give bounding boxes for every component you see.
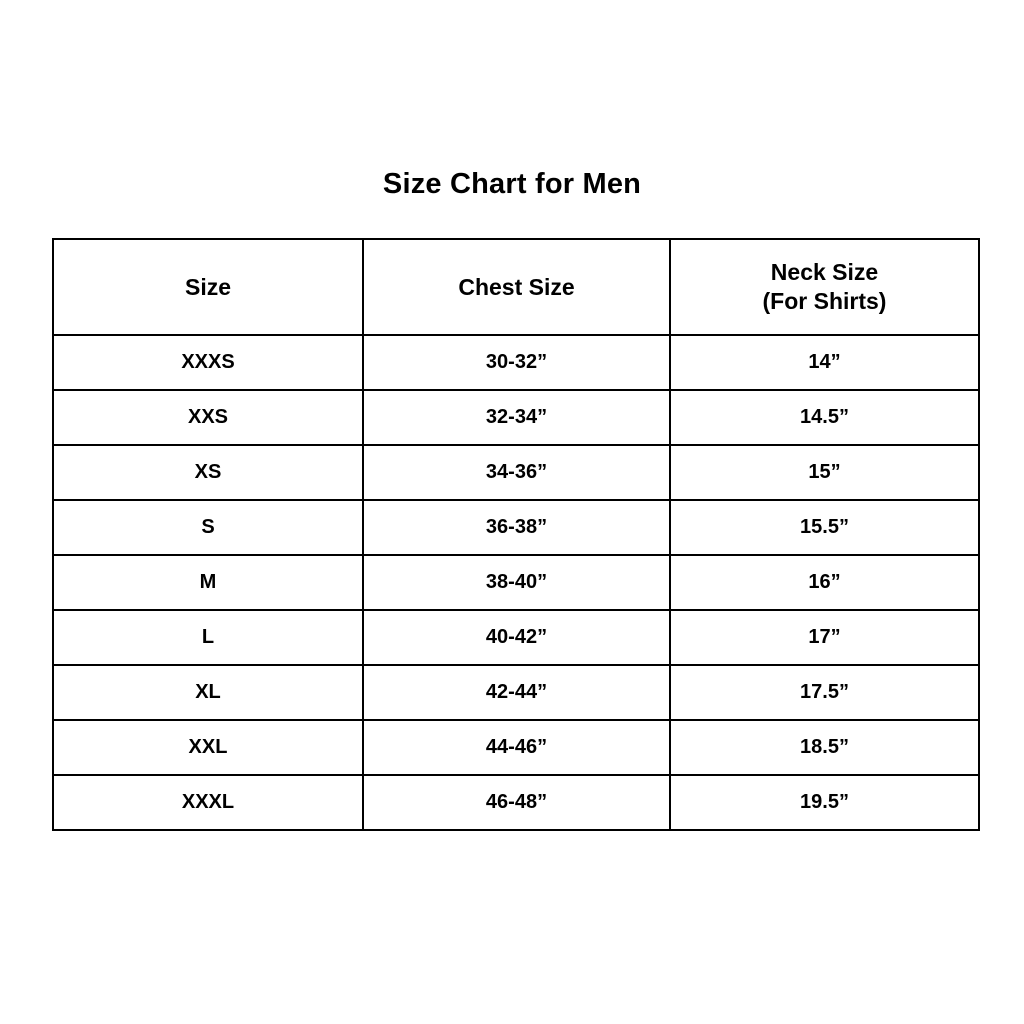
table-row — [53, 665, 979, 720]
column-header-chest — [363, 239, 670, 335]
cell-neck: 18.5” — [670, 720, 979, 775]
table-row — [53, 335, 979, 390]
cell-chest: 38-40” — [363, 555, 670, 610]
cell-neck: 15” — [670, 445, 979, 500]
cell-chest: 40-42” — [363, 610, 670, 665]
column-header-neck-label: Neck Size — [770, 259, 879, 286]
size-chart-table — [52, 238, 980, 831]
cell-chest: 34-36” — [363, 445, 670, 500]
table-header-row — [53, 239, 979, 335]
cell-size: XXXS — [53, 335, 363, 390]
cell-size: L — [53, 610, 363, 665]
table-row — [53, 775, 979, 830]
column-header-size — [53, 239, 363, 335]
table-row — [53, 445, 979, 500]
cell-chest: 46-48” — [363, 775, 670, 830]
cell-neck: 19.5” — [670, 775, 979, 830]
page-title: Size Chart for Men — [382, 168, 642, 200]
table-row — [53, 720, 979, 775]
cell-neck: 17” — [670, 610, 979, 665]
cell-chest: 42-44” — [363, 665, 670, 720]
column-header-neck — [670, 239, 979, 335]
cell-chest: 32-34” — [363, 390, 670, 445]
cell-neck: 17.5” — [670, 665, 979, 720]
cell-neck: 14.5” — [670, 390, 979, 445]
table-body — [53, 335, 979, 830]
cell-size: XXS — [53, 390, 363, 445]
cell-size: XS — [53, 445, 363, 500]
table-row — [53, 500, 979, 555]
cell-neck: 14” — [670, 335, 979, 390]
cell-neck: 16” — [670, 555, 979, 610]
table-row — [53, 610, 979, 665]
cell-size: XXXL — [53, 775, 363, 830]
column-header-chest-label: Chest Size — [458, 273, 575, 300]
cell-chest: 44-46” — [363, 720, 670, 775]
column-header-size-label: Size — [184, 273, 232, 300]
cell-size: XL — [53, 665, 363, 720]
cell-chest: 36-38” — [363, 500, 670, 555]
cell-size: XXL — [53, 720, 363, 775]
cell-neck: 15.5” — [670, 500, 979, 555]
table-row — [53, 555, 979, 610]
table-header — [53, 239, 979, 335]
table-row — [53, 390, 979, 445]
cell-chest: 30-32” — [363, 335, 670, 390]
cell-size: S — [53, 500, 363, 555]
column-header-neck-sublabel: (For Shirts) — [762, 288, 887, 314]
cell-size: M — [53, 555, 363, 610]
